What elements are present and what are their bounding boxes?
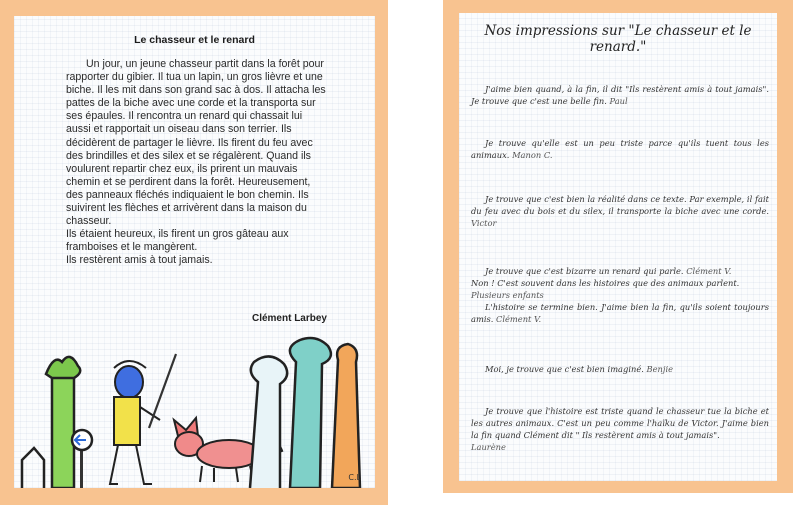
impressions-page [459, 13, 777, 481]
comment-block [471, 363, 769, 375]
story-paragraph: Un jour, un jeune chasseur partit dans la forêt pour rapporter du gibier. Il tua un lapin, un gros lièvre et une biche. Il les mit dans son grand sac à dos. Il attacha les pattes de la biche avec une corde et la transporta sur ses épaules. Il rencontra un renard qui chassait lui aussi et rapportait un oiseau dans son terrier. Ils décidèrent de partager le lièvre. Ils firent du feu avec des brindilles et des silex et se régalèrent. Quand ils voulurent repartir chez eux, ils prirent un mauvais chemin et se perdirent dans la forêt. Heureusement, des panneaux fléchés indiquaient le bon chemin. Ils suivirent les flèches et arrivèrent dans la maison du chasseur. [66, 58, 326, 228]
comment-block [471, 193, 769, 229]
comment-block [471, 265, 769, 325]
story-paragraph: Ils étaient heureux, ils firent un gros gâteau aux framboises et le mangèrent. [66, 228, 289, 254]
story-author: Clément Larbey [251, 313, 327, 324]
comment-block [471, 405, 769, 453]
child-drawing [14, 332, 375, 488]
story-title: Le chasseur et le renard [134, 34, 255, 46]
comment-text: Je trouve qu'elle est un peu triste parce qu'ils tuent tous les animaux. [471, 138, 769, 160]
comment-author: Plusieurs enfants [471, 290, 544, 300]
comment-author: Laurène [471, 442, 506, 452]
comment-text: L'histoire se termine bien. J'aime bien la fin, qu'ils soient toujours amis. [471, 302, 769, 324]
comment-text: Je trouve que c'est bien la réalité dans ce texte. Par exemple, il fait du feu avec du bois et du silex, il transporte la biche avec une corde. [471, 194, 769, 216]
comment-block [471, 137, 769, 161]
comment-text: Moi, je trouve que c'est bien imaginé. [485, 364, 644, 374]
comment-author: Paul [609, 96, 628, 106]
story-page [14, 16, 375, 488]
story-paragraph: Ils restèrent amis à tout jamais. [66, 254, 213, 267]
comment-author: Manon C. [512, 150, 553, 160]
comment-text: Je trouve que l'histoire est triste quand le chasseur tue la biche et les autres animaux. C'est un peu comme l'haïku de Victor. J'aime bien la fin quand Clément dit " Ils restèrent amis à tout jamais". [471, 406, 769, 440]
comment-block [471, 83, 769, 107]
impressions-title: Nos impressions sur "Le chasseur et le renard." [484, 23, 752, 55]
comment-author: Clément V. [686, 266, 732, 276]
comment-author: Victor [471, 218, 497, 228]
comment-author: Benjie [646, 364, 674, 374]
comment-text: Non ! C'est souvent dans les histoires que des animaux parlent. [471, 278, 740, 288]
comment-text: J'aime bien quand, à la fin, il dit "Ils restèrent amis à tout jamais". Je trouve que c'est une belle fin. [471, 84, 769, 106]
story-text [66, 58, 328, 268]
comment-author: Clément V. [496, 314, 542, 324]
drawing-initials: C.L [348, 473, 361, 482]
comment-text: Je trouve que c'est bizarre un renard qui parle. [485, 266, 684, 276]
